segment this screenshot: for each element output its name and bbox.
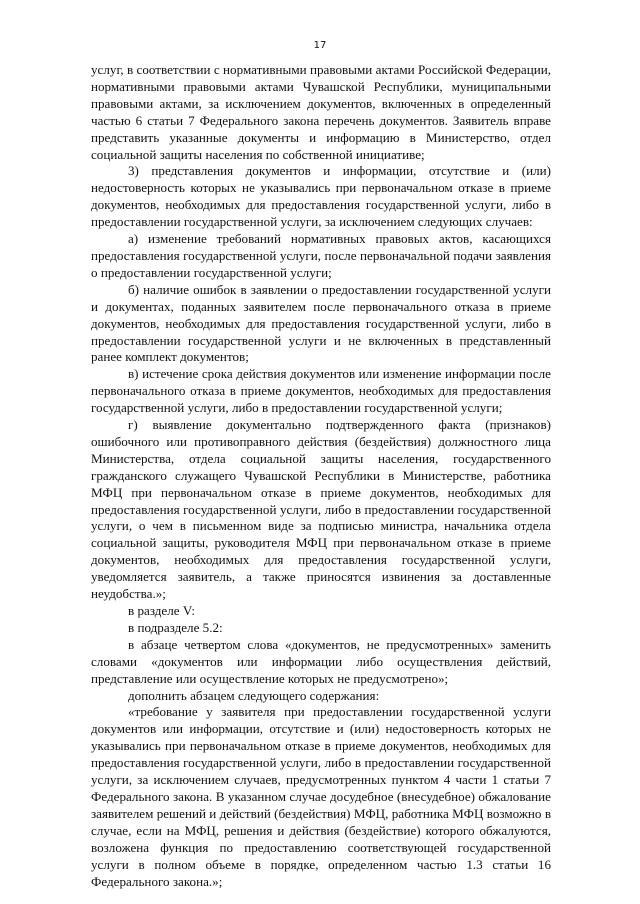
paragraph: в) истечение срока действия документов или изменение информации после первоначального отказа в приеме документов, необходимых для предоставления государственной услуги, либо в предоставлении государственной услуги; — [91, 366, 551, 416]
paragraph: г) выявление документально подтвержденного факта (признаков) ошибочного или противоправного действия (бездействия) должностного лица Министерства, отдела социальной защиты населения, государственного гражданского служащего Чувашской Республики в Министерстве, работника МФЦ при первоначальном отказе в приеме документов, необходимых для предоставления государственной услуги, либо в предоставлении государственной услуги, о чем в письменном виде за подписью министра, начальника отдела социальной защиты, руководителя МФЦ при первоначальном отказе в приеме документов, необходимых для предоставления государственной услуги, уведомляется заявитель, а также приносятся извинения за доставленные неудобства.»; — [91, 417, 551, 602]
paragraph: в подразделе 5.2: — [128, 619, 223, 635]
page-number: 17 — [313, 40, 327, 51]
paragraph: а) изменение требований нормативных правовых актов, касающихся предоставления государственной услуги, после первоначальной подачи заявления о предоставлении государственной услуги; — [91, 231, 551, 280]
body-text — [91, 62, 551, 890]
paragraph: в абзаце четвертом слова «документов, не предусмотренных» заменить словами «документов или информации либо осуществления действий, представление или осуществление которых не предусмотрено»; — [91, 636, 551, 686]
paragraph: б) наличие ошибок в заявлении о предоставлении государственной услуги и документах, поданных заявителем после первоначального отказа в приеме документов, необходимых для предоставления государственной услуги, либо в предоставлении государственной услуги и не включенных в представленный ранее комплект документов; — [91, 281, 551, 365]
paragraph: в разделе V: — [128, 603, 195, 618]
paragraph: «требование у заявителя при предоставлении государственной услуги документов или информации, отсутствие и (или) недостоверность которых не указывались при первоначальном отказе в приеме документов, необходимых для предоставления государственной услуги, либо в предоставлении государственной услуги, за исключением случаев, предусмотренных пунктом 4 части 1 статьи 7 Федерального закона. В указанном случае досудебное (внесудебное) обжалование заявителем решений и действий (бездействия) МФЦ, работника МФЦ возможно в случае, если на МФЦ, решения и действия (бездействие) которого обжалуются, возложена функция по предоставлению соответствующей государственной услуги в полном объеме в порядке, определенном частью 1.3 статьи 16 Федерального закона.»; — [91, 704, 551, 889]
paragraph: дополнить абзацем следующего содержания: — [128, 687, 380, 703]
paragraph: услуг, в соответствии с нормативными правовыми актами Российской Федерации, нормативными правовыми актами Чувашской Республики, муниципальными правовыми актами, за исключением документов, включенных в определенный частью 6 статьи 7 Федерального закона перечень документов. Заявитель вправе представить указанные документы и информацию в Министерство, отдел социальной защиты населения по собственной инициативе; — [91, 62, 551, 162]
paragraph: 3) представления документов и информации, отсутствие и (или) недостоверность которых не указывались при первоначальном отказе в приеме документов, необходимых для предоставления государственной услуги, либо в предоставлении государственной услуги, за исключением следующих случаев: — [91, 163, 551, 230]
